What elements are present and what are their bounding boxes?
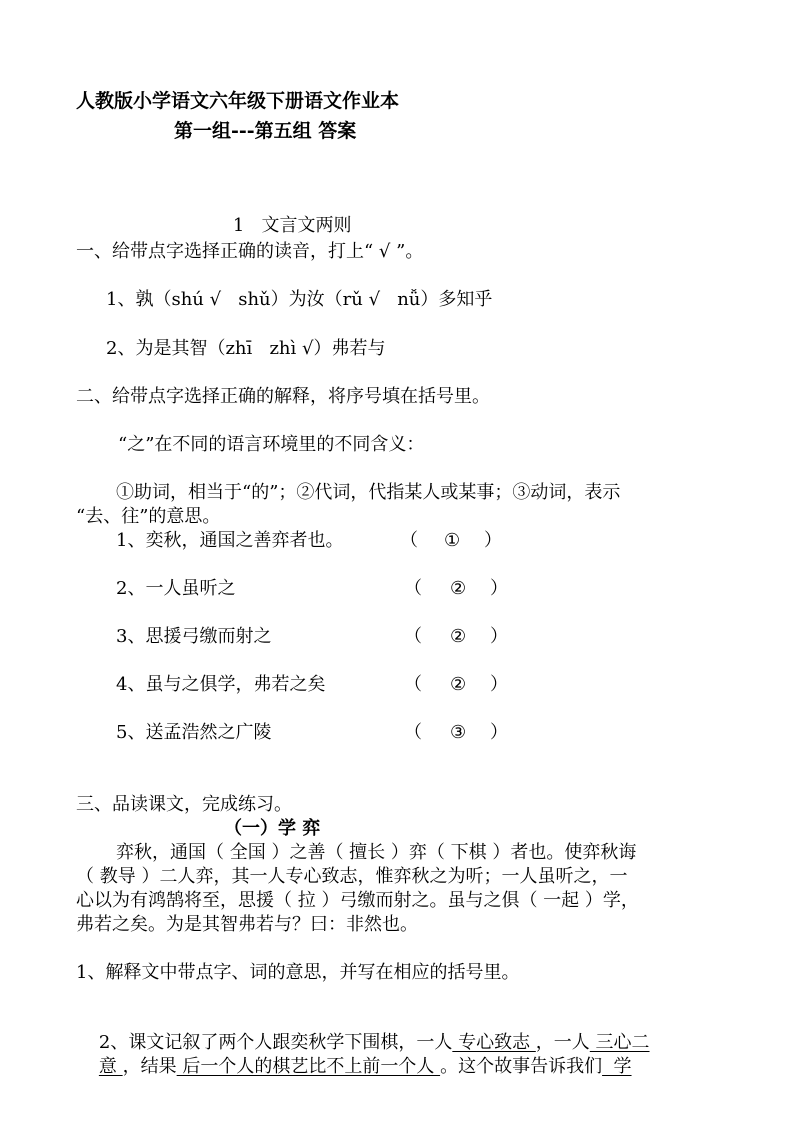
item-text: 1、奕秋，通国之善弈者也。	[116, 530, 344, 551]
open-paren: （	[404, 674, 422, 695]
item-text: 2、一人虽听之	[116, 578, 236, 599]
document-subtitle: 第一组---第五组 答案	[174, 120, 357, 142]
section2-heading: 二、给带点字选择正确的解释，将序号填在括号里。	[76, 386, 490, 407]
answer: ③	[450, 722, 467, 743]
q2-text-2: ，一人	[535, 1032, 590, 1053]
passage-line-2: （ 教导 ）二人弈，其一人专心致志，惟弈秋之为听；一人虽听之，一	[76, 866, 628, 887]
open-paren: （	[404, 626, 422, 647]
section1-item-2: 2、为是其智（zhī zhì √）弗若与	[106, 338, 386, 359]
item-text: 3、思援弓缴而射之	[116, 626, 272, 647]
q2-text-4: 。这个故事告诉我们	[440, 1056, 603, 1077]
q2-text-1: 2、课文记叙了两个人跟奕秋学下围棋，一人	[98, 1032, 453, 1053]
section2-definition-line2: “去、往”的意思。	[76, 506, 221, 527]
open-paren: （	[400, 530, 418, 551]
passage-line-1: 弈秋，通国（ 全国 ）之善（ 擅长 ）弈（ 下棋 ）者也。使弈秋诲	[116, 842, 637, 863]
section1-heading: 一、给带点字选择正确的读音，打上“ √ ”。	[76, 241, 424, 262]
close-paren: ）	[490, 626, 508, 647]
close-paren: ）	[484, 530, 502, 551]
section1-item-1: 1、孰（shú √ shǔ）为汝（rǔ √ nǚ）多知乎	[106, 289, 493, 310]
q2-answer-blank-4: 学	[602, 1056, 632, 1077]
open-paren: （	[404, 722, 422, 743]
open-paren: （	[404, 578, 422, 599]
answer: ②	[450, 674, 467, 695]
answer: ①	[444, 530, 461, 551]
passage-line-3: 心以为有鸿鹄将至，思援（ 拉 ）弓缴而射之。虽与之俱（ 一起 ）学，	[76, 890, 639, 911]
document-title: 人教版小学语文六年级下册语文作业本	[76, 90, 400, 112]
q2-answer-blank-3: 后一个人的棋艺比不上前一个人	[176, 1056, 441, 1077]
question-2-line-2	[76, 1034, 632, 1100]
q2-answer-blank-2-cont: 意	[98, 1056, 123, 1077]
answer: ②	[450, 626, 467, 647]
q2-answer-blank-1: 专心致志	[452, 1032, 536, 1053]
lesson-number: 1	[232, 215, 245, 236]
passage-title: （一）学 弈	[224, 818, 321, 839]
q2-text-3: ，结果	[122, 1056, 177, 1077]
item-text: 5、送孟浩然之广陵	[116, 722, 272, 743]
lesson-title: 文言文两则	[261, 215, 352, 236]
section3-heading: 三、品读课文，完成练习。	[76, 794, 292, 815]
q2-answer-blank-2: 三心二	[589, 1032, 650, 1053]
close-paren: ）	[490, 578, 508, 599]
answer: ②	[450, 578, 467, 599]
item-text: 4、虽与之俱学，弗若之矣	[116, 674, 326, 695]
section2-intro: “之”在不同的语言环境里的不同含义：	[118, 434, 425, 455]
close-paren: ）	[490, 674, 508, 695]
question-1: 1、解释文中带点字、词的意思，并写在相应的括号里。	[76, 962, 520, 983]
section2-definition-line1: ①助词，相当于“的”；②代词，代指某人或某事；③动词，表示	[116, 482, 621, 503]
close-paren: ）	[490, 722, 508, 743]
passage-line-4: 弗若之矣。为是其智弗若与？曰：非然也。	[76, 914, 418, 935]
